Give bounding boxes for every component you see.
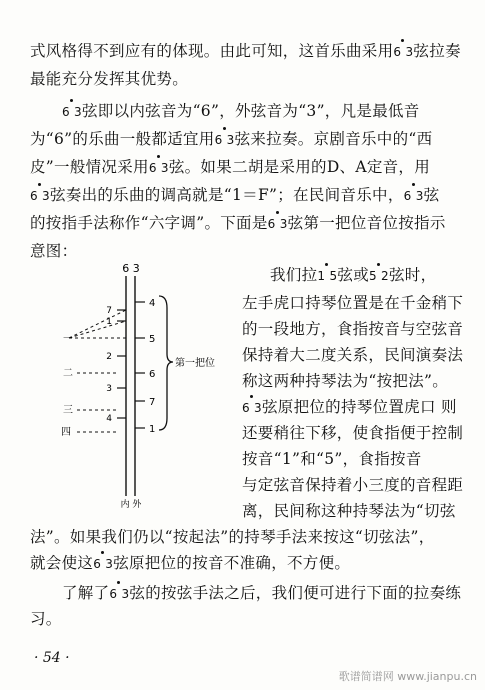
inner-note: 6 xyxy=(149,369,156,380)
outer-note: 1 xyxy=(106,317,112,327)
finger-mark: 四 xyxy=(61,427,71,438)
diagram-top-label: 6 3 xyxy=(122,262,140,275)
fingering-diagram xyxy=(55,258,225,510)
inner-note: 1 xyxy=(149,424,156,435)
inner-note: 7 xyxy=(149,397,156,408)
text-line: 为“6”的乐曲一般都适宜用6 3弦来拉奏。京剧音乐中的“西 xyxy=(30,130,433,148)
text-line: 我们拉1 5弦或5 2弦时， xyxy=(270,266,437,284)
outer-note: 2 xyxy=(106,352,112,362)
text-line: 离，民间称这种持琴法为“切弦 xyxy=(242,502,456,520)
text-line: 皮”一般情况采用6 3弦。如果二胡是采用的D、A定音，用 xyxy=(30,158,431,176)
text-line: 6 3弦即以内弦音为“6”，外弦音为“3”，凡是最低音 xyxy=(62,102,420,120)
text-line: 6 3弦原把位的持琴位置虎口 则 xyxy=(242,398,457,416)
text-line: 法”。如果我们仍以“按起法”的持琴手法来按这“切弦法”， xyxy=(30,528,435,546)
text-line: 按音“1”和“5”，食指按音 xyxy=(242,450,422,468)
text-line: 保持着大二度关系，民间演奏法 xyxy=(242,346,464,364)
text-line: 习。 xyxy=(30,610,62,628)
position-bracket xyxy=(159,296,173,430)
finger-mark: 二 xyxy=(63,368,73,379)
text-line: 最能充分发挥其优势。 xyxy=(30,70,189,88)
text-line: 的按指手法称作“六字调”。下面是6 3弦第一把位音位按指示 xyxy=(30,214,446,232)
inner-note: 5 xyxy=(149,334,156,345)
inner-note-markers xyxy=(135,302,145,428)
text-line: 称这两种持琴法为“按把法”。 xyxy=(242,372,449,390)
outer-note-markers xyxy=(117,310,126,418)
diagram-bottom-label: 内 外 xyxy=(120,500,142,510)
finger-lines xyxy=(69,310,126,338)
outer-note: 7 xyxy=(106,306,112,316)
text-line: 式风格得不到应有的体现。由此可知，这首乐曲采用6 3弦拉奏 xyxy=(30,42,461,60)
page-number: · 54 · xyxy=(34,650,70,666)
watermark: 歌谱简谱网 www.jianpu.cn xyxy=(338,670,477,683)
text-line: 还要稍往下移，使食指便于控制 xyxy=(242,424,464,442)
text-line: 6 3弦奏出的乐曲的调高就是“1＝F”；在民间音乐中，6 3弦 xyxy=(30,186,440,204)
text-line: 的一段地方，食指按音与空弦音 xyxy=(242,320,464,338)
outer-note: 4 xyxy=(106,414,112,424)
text-line: 左手虎口持琴位置是在千金稍下 xyxy=(242,294,464,312)
inner-note: 4 xyxy=(149,298,156,309)
text-line: 就会使这6 3弦原把位的按音不准确，不方便。 xyxy=(30,554,351,572)
text-line: 意图： xyxy=(30,242,78,260)
finger-mark: 三 xyxy=(63,405,73,416)
outer-note: 3 xyxy=(106,384,112,394)
finger-mark: 一 xyxy=(63,334,73,345)
bracket-label: 第一把位 xyxy=(175,358,215,369)
text-line: 与定弦音保持着小三度的音程距 xyxy=(242,476,464,494)
text-line: 了解了6 3弦的按弦手法之后，我们便可进行下面的拉奏练 xyxy=(62,584,462,602)
